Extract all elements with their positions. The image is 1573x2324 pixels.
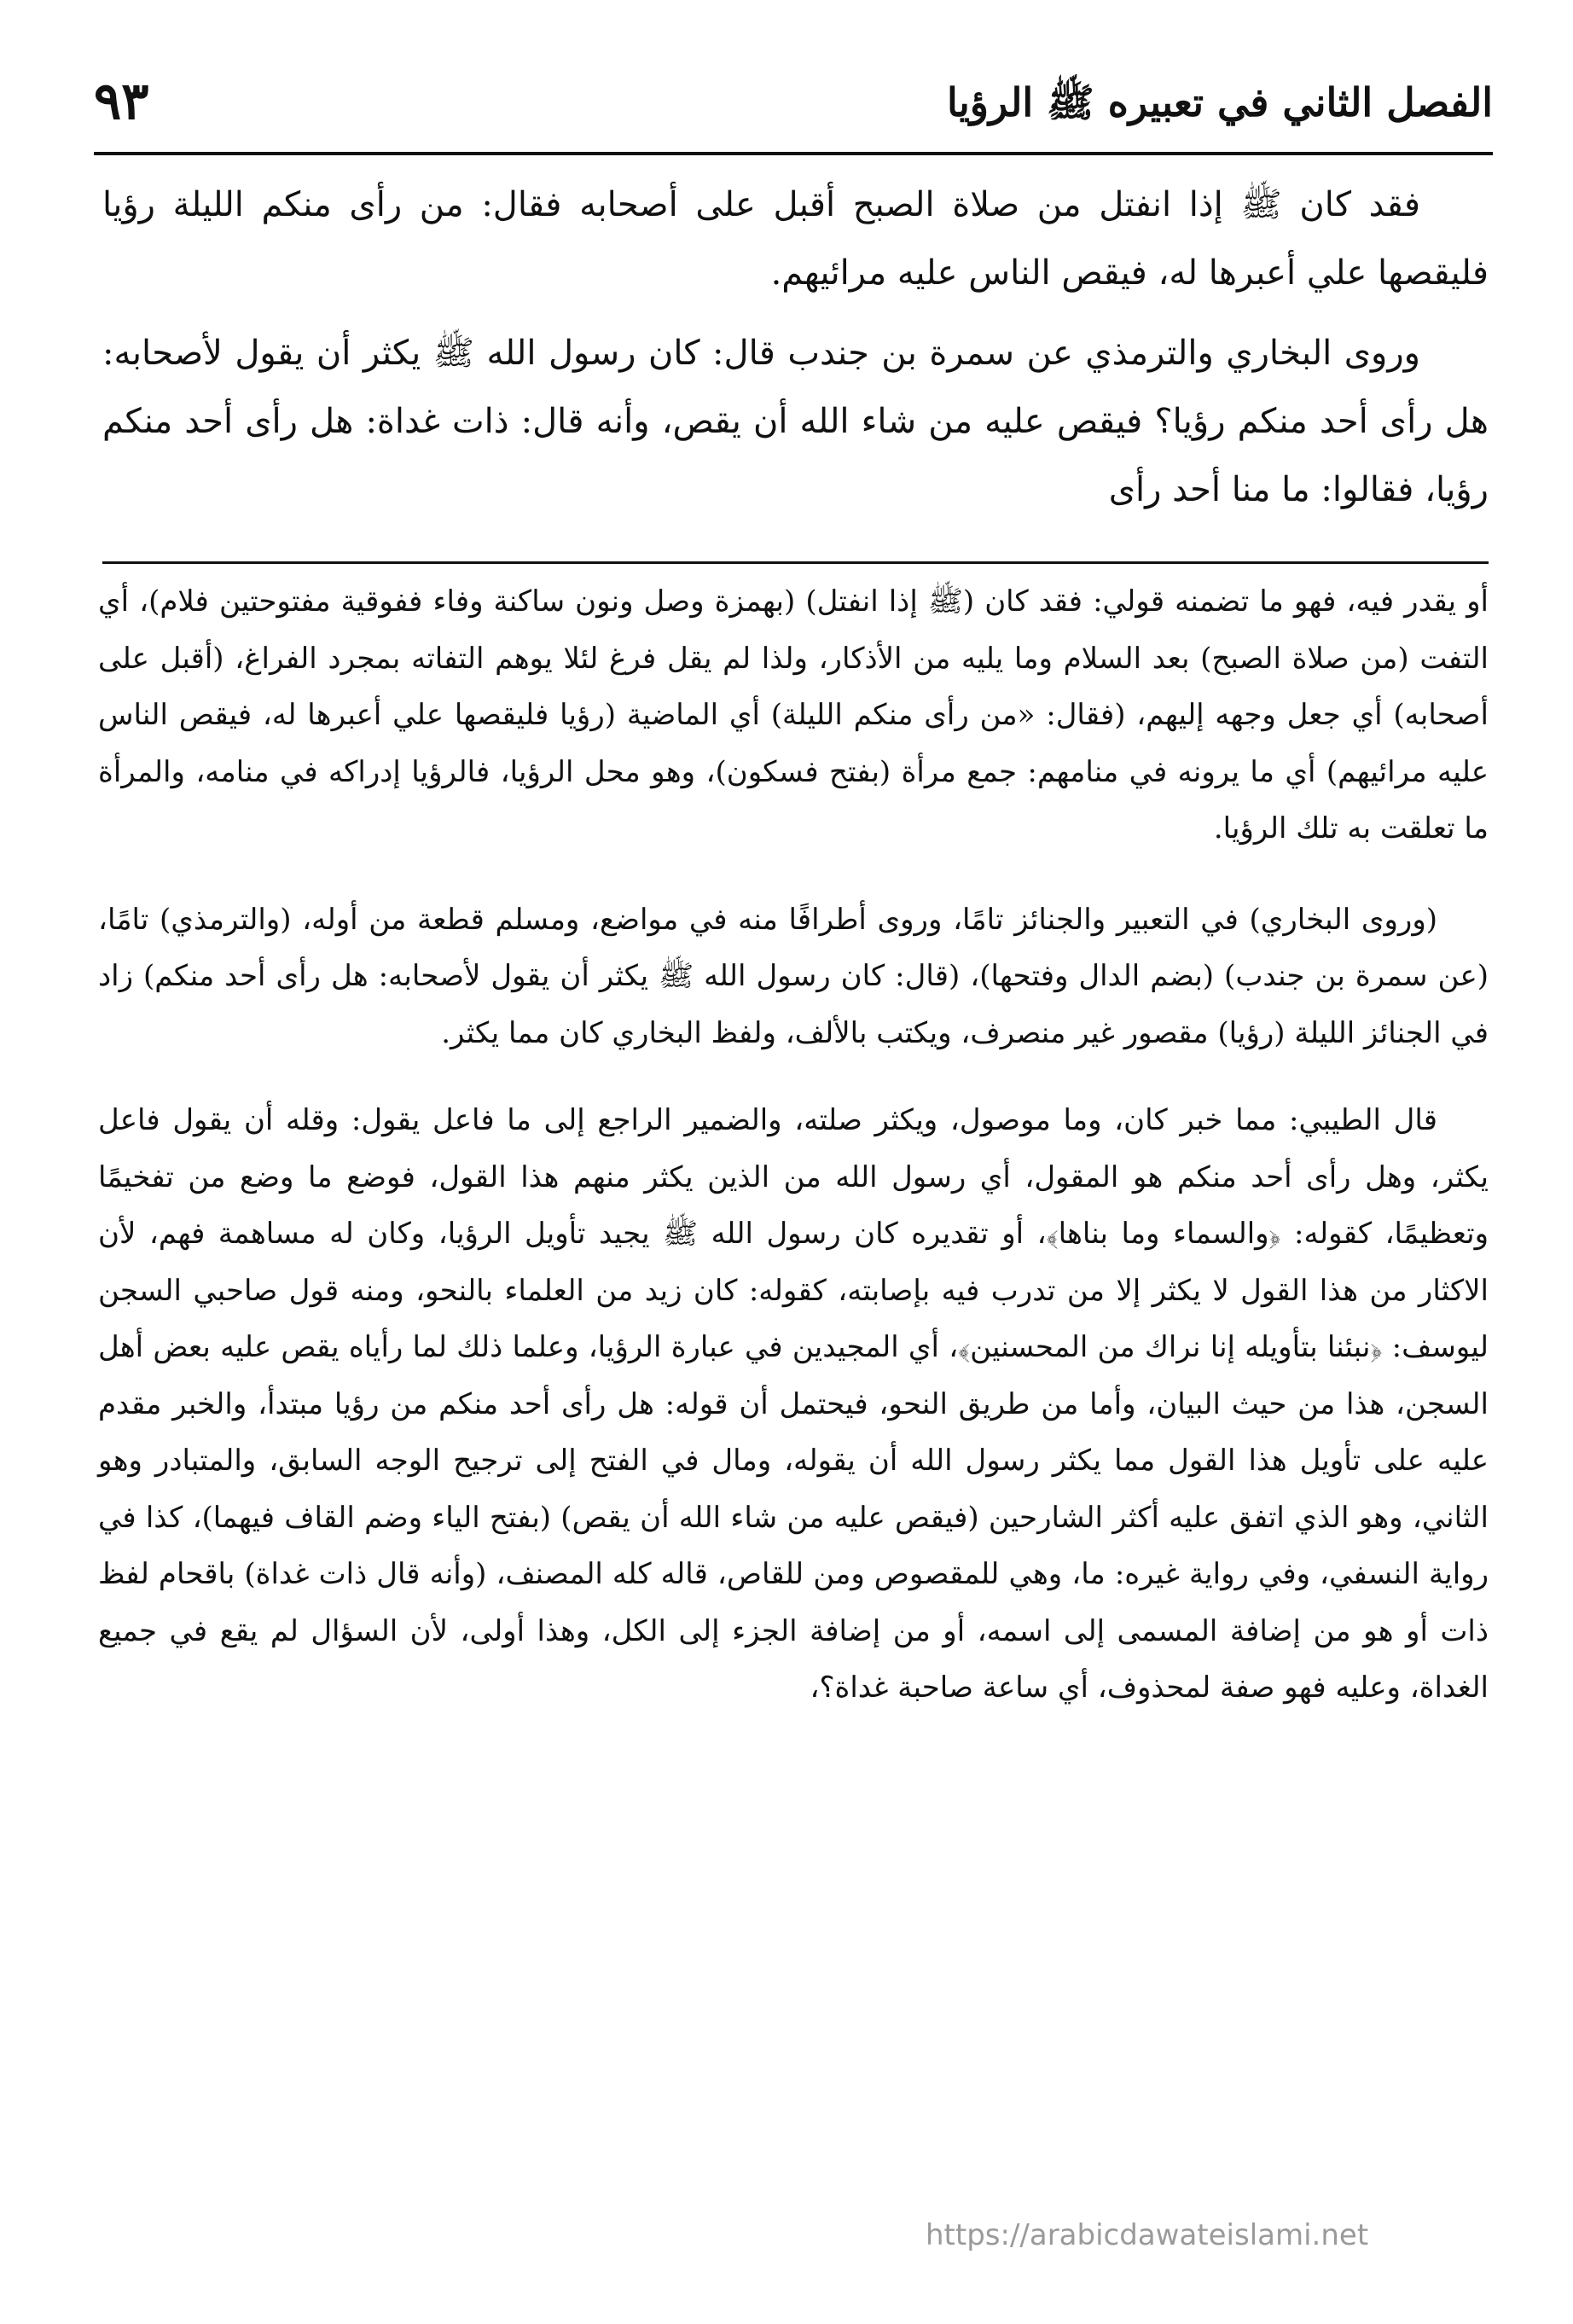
- main-paragraph: وروى البخاري والترمذي عن سمرة بن جندب قال: كان رسول الله ﷺ يكثر أن يقول لأصحابه: هل رأى أحد منكم رؤيا؟ فيقص عليه من شاء الله أن يقص، وأنه قال: ذات غداة: هل رأى أحد منكم رؤيا، فقالوا: ما منا أحد رأى: [102, 334, 1489, 509]
- main-text: [102, 171, 1489, 536]
- watermark-url: https://arabicdawateislami.net: [926, 2218, 1369, 2252]
- page-header: [94, 60, 1493, 154]
- commentary-text: [98, 573, 1489, 1717]
- main-paragraph: فقد كان ﷺ إذا انفتل من صلاة الصبح أقبل على أصحابه فقال: من رأى منكم الليلة رؤيا فليقصها علي أعبرها له، فيقص الناس عليه مرائيهم.: [102, 185, 1489, 293]
- commentary-divider: [102, 561, 1489, 564]
- running-title: الفصل الثاني في تعبيره ﷺ الرؤيا: [946, 79, 1493, 125]
- commentary-paragraph: (وروى البخاري) في التعبير والجنائز تامًا، وروى أطرافًا منه في مواضع، ومسلم قطعة من أوله، (والترمذي) تامًا، (عن سمرة بن جندب) (بضم الدال وفتحها)، (قال: كان رسول الله ﷺ يكثر أن يقول لأصحابه: هل رأى أحد منكم) زاد في الجنائز الليلة (رؤيا) مقصور غير منصرف، ويكتب بالألف، ولفظ البخاري كان مما يكثر.: [98, 902, 1489, 1050]
- page-number: ٩٣: [94, 72, 149, 131]
- commentary-paragraph: أو يقدر فيه، فهو ما تضمنه قولي: فقد كان (ﷺ إذا انفتل) (بهمزة وصل ونون ساكنة وفاء ففوقية مفتوحتين فلام)، أي التفت (من صلاة الصبح) بعد السلام وما يليه من الأذكار، ولذا لم يقل فرغ لئلا يوهم التفاته بمجرد الفراغ، (أقبل على أصحابه) أي جعل وجهه إليهم، (فقال: «من رأى منكم الليلة) أي الماضية (رؤيا فليقصها علي أعبرها له، فيقص الناس عليه مرائيهم) أي ما يرونه في منامهم: جمع مرأة (بفتح فسكون)، وهو محل الرؤيا، فالرؤيا إدراكه في منامه، والمرأة ما تعلقت به تلك الرؤيا.: [98, 584, 1489, 845]
- header-divider: [94, 152, 1493, 155]
- commentary-paragraph: قال الطيبي: مما خبر كان، وما موصول، ويكثر صلته، والضمير الراجع إلى ما فاعل يقول: وقله أن يقول فاعل يكثر، وهل رأى أحد منكم هو المقول، أي رسول الله من الذين يكثر منهم هذا القول، فوضع ما وضع من تفخيمًا وتعظيمًا، كقوله: ﴿والسماء وما بناها﴾، أو تقديره كان رسول الله ﷺ يجيد تأويل الرؤيا، وكان له مساهمة فهم، لأن الاكثار من هذا القول لا يكثر إلا من تدرب فيه بإصابته، كقوله: كان زيد من العلماء بالنحو، ومنه قول صاحبي السجن ليوسف: ﴿نبئنا بتأويله إنا نراك من المحسنين﴾، أي المجيدين في عبارة الرؤيا، وعلما ذلك لما رأياه يقص عليه بعض أهل السجن، هذا من حيث البيان، وأما من طريق النحو، فيحتمل أن قوله: هل رأى أحد منكم من رؤيا مبتدأ، والخبر مقدم عليه على تأويل هذا القول مما يكثر رسول الله أن يقوله، ومال في الفتح إلى ترجيح الوجه السابق، والمتبادر وهو الثاني، وهو الذي اتفق عليه أكثر الشارحين (فيقص عليه من شاء الله أن يقص) (بفتح الياء وضم القاف فيهما)، كذا في رواية النسفي، وفي رواية غيره: ما، وهي للمقصوص ومن للقاص، قاله كله المصنف، (وأنه قال ذات غداة) باقحام لفظ ذات أو هو من إضافة المسمى إلى اسمه، أو من إضافة الجزء إلى الكل، وهذا أولى، لأن السؤال لم يقع في جميع الغداة، وعليه فهو صفة لمحذوف، أي ساعة صاحبة غداة؟،: [98, 1103, 1489, 1705]
